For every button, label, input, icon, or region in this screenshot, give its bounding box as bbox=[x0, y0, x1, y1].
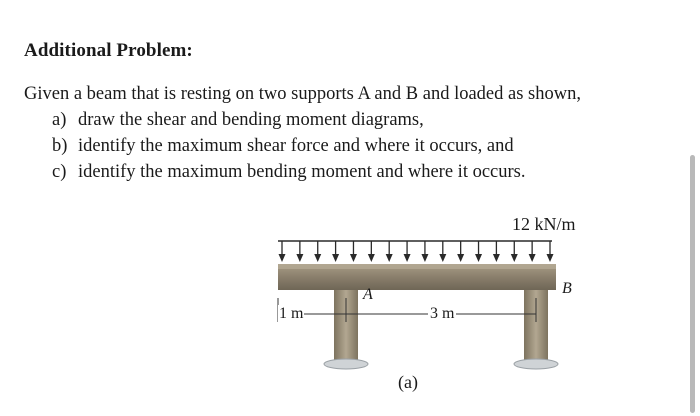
beam-top-face bbox=[278, 264, 556, 269]
dimension-1m-label: 1 m bbox=[279, 305, 304, 322]
beam-figure bbox=[260, 210, 600, 410]
figure-caption: (a) bbox=[398, 372, 418, 392]
task-text: draw the shear and bending moment diagrams, bbox=[78, 110, 424, 130]
dimension-3m-label: 3 m bbox=[430, 305, 455, 322]
load-arrow-head bbox=[350, 254, 357, 262]
load-arrow-head bbox=[404, 254, 411, 262]
task-text: identify the maximum shear force and where it occurs, and bbox=[78, 136, 514, 156]
task-label: b) bbox=[52, 136, 68, 156]
load-arrow-head bbox=[332, 254, 339, 262]
load-intensity-label: 12 kN/m bbox=[512, 214, 576, 234]
task-label: a) bbox=[52, 110, 67, 130]
load-arrow-head bbox=[439, 254, 446, 262]
load-arrow-head bbox=[314, 254, 321, 262]
task-item bbox=[52, 110, 424, 131]
load-arrow-head bbox=[368, 254, 375, 262]
problem-intro: Given a beam that is resting on two supports A and B and loaded as shown, bbox=[24, 84, 581, 104]
dimension-lines bbox=[278, 298, 536, 322]
support-a-pad bbox=[324, 359, 368, 369]
load-arrow-head bbox=[386, 254, 393, 262]
support-b-pad bbox=[514, 359, 558, 369]
distributed-load bbox=[278, 241, 554, 262]
task-label: c) bbox=[52, 162, 67, 182]
task-text: identify the maximum bending moment and where it occurs. bbox=[78, 162, 526, 182]
load-arrow-head bbox=[493, 254, 500, 262]
load-arrow-head bbox=[511, 254, 518, 262]
load-arrow-head bbox=[457, 254, 464, 262]
load-arrows bbox=[279, 241, 554, 262]
load-arrow-head bbox=[529, 254, 536, 262]
load-arrow-head bbox=[547, 254, 554, 262]
problem-heading: Additional Problem: bbox=[24, 40, 193, 61]
load-arrow-head bbox=[475, 254, 482, 262]
load-arrow-head bbox=[279, 254, 286, 262]
task-item bbox=[52, 136, 514, 157]
support-b-label: B bbox=[562, 280, 572, 297]
task-item bbox=[52, 162, 526, 183]
support-a-label: A bbox=[363, 286, 373, 303]
load-arrow-head bbox=[421, 254, 428, 262]
load-arrow-head bbox=[296, 254, 303, 262]
vertical-scrollbar[interactable] bbox=[690, 155, 695, 413]
